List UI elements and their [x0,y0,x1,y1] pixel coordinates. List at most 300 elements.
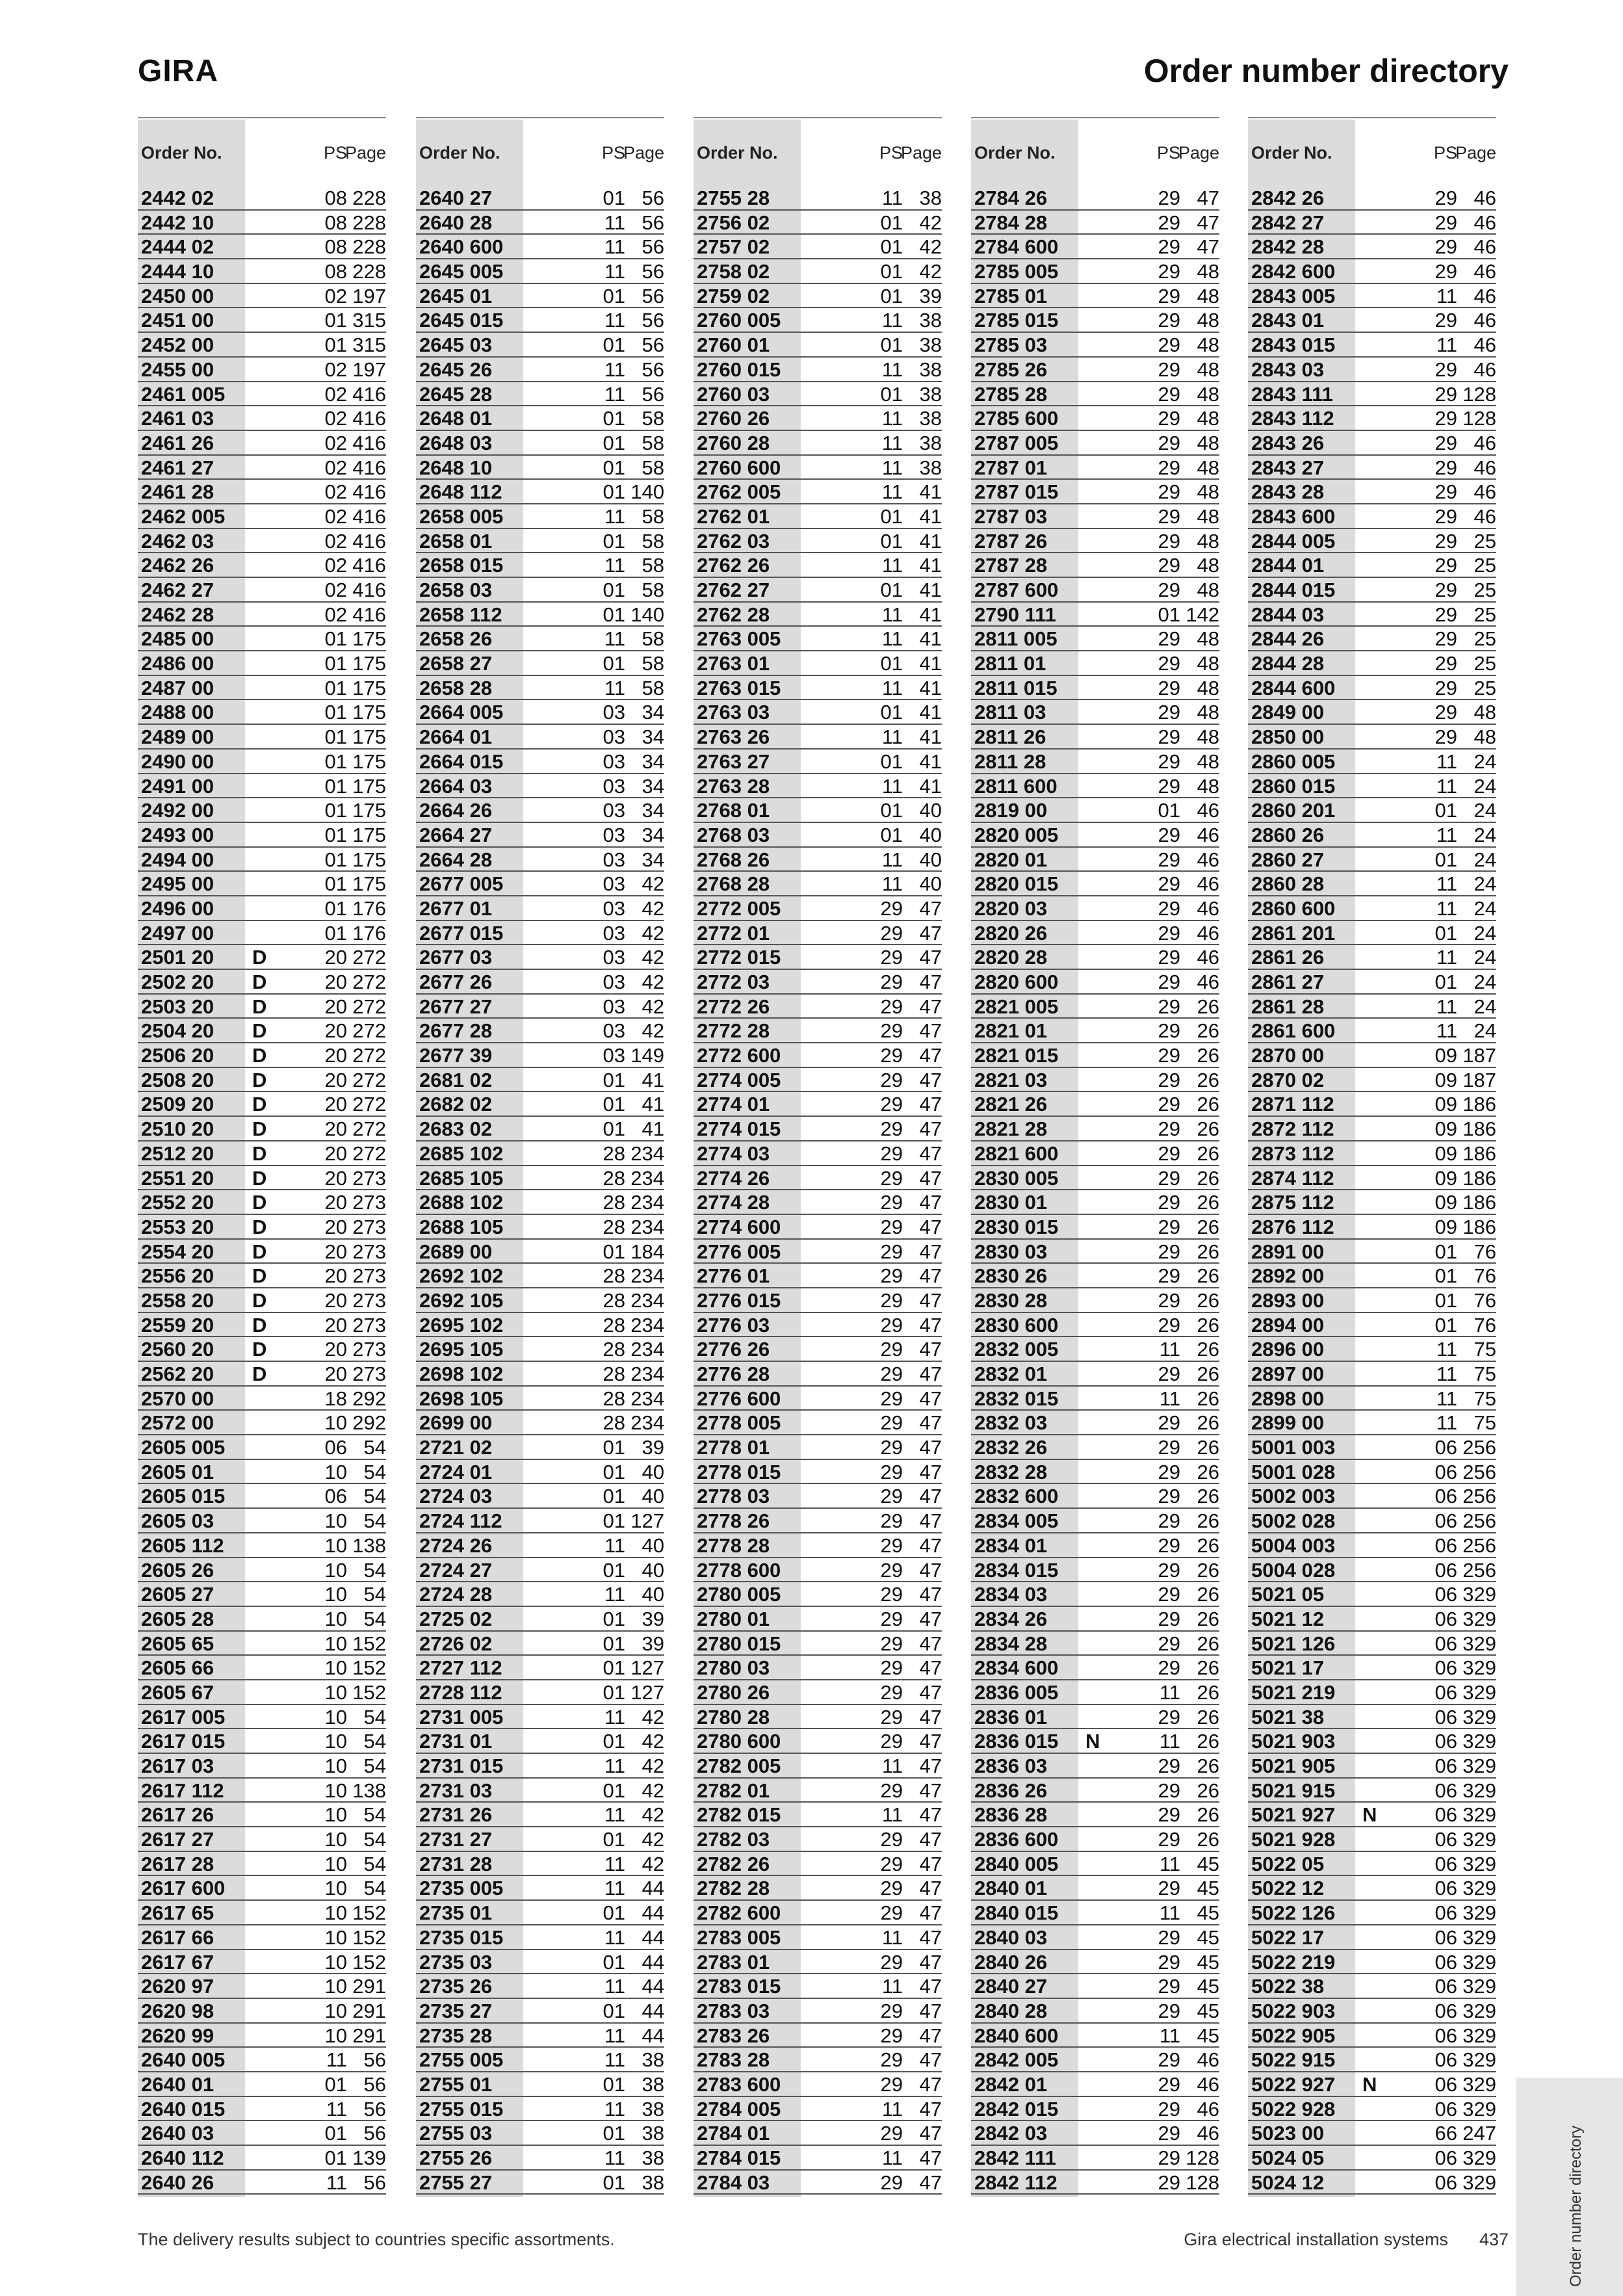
order-number: 2836 28 [974,1803,1048,1827]
table-row [1248,186,1496,211]
page-value: 234 [630,1141,664,1165]
table-row [1248,553,1496,578]
page-value: 25 [1474,652,1496,675]
table-row [138,1092,386,1117]
table-row [1248,1387,1496,1411]
page-value: 58 [642,676,664,699]
page-value: 47 [919,1779,942,1802]
ps-value: 01 [603,1730,625,1753]
ps-value: 01 [1435,921,1457,945]
page-value: 56 [363,2048,386,2072]
page-value: 47 [919,1191,942,1214]
table-row [971,1166,1219,1191]
page-value: 54 [363,1607,386,1630]
page-value: 48 [1197,529,1219,553]
table-row [138,1288,386,1313]
page-value: 42 [642,1755,664,1777]
order-number: 2782 015 [697,1803,781,1827]
order-number: 2832 03 [974,1411,1048,1435]
order-number: 2677 005 [419,872,504,896]
page-value: 24 [1474,848,1496,871]
table-row [971,2121,1219,2146]
page-value: 127 [630,1680,664,1704]
table-row [1248,431,1496,456]
ps-value: 11 [604,2048,625,2072]
order-number: 2772 005 [697,896,781,920]
table-row [1248,1925,1496,1950]
table-row [971,2072,1219,2097]
table-row [1248,2048,1496,2072]
ps-value: 29 [880,995,903,1018]
table-row [1248,676,1496,701]
ps-value: 29 [880,1485,903,1508]
ps-value: 06 [1435,1999,1457,2022]
ps-value: 09 [1435,1141,1457,1165]
order-number: 5024 05 [1251,2146,1325,2169]
table-row [971,2171,1219,2195]
ps-value: 29 [1158,995,1180,1018]
order-number: 2605 65 [141,1632,214,1655]
page-value: 54 [363,1436,386,1459]
table-row [971,1362,1219,1387]
table-row [1248,896,1496,921]
order-number: 2617 66 [141,1925,214,1949]
order-number: 5021 219 [1251,1680,1336,1704]
order-number: 2860 005 [1251,750,1336,773]
ps-value: 29 [1158,1264,1180,1288]
ps-value: 11 [1159,1680,1180,1704]
order-number: 2844 600 [1251,676,1336,699]
page-value: 329 [1462,1925,1496,1949]
ps-value: 29 [880,1680,903,1704]
ps-value: 10 [324,1975,347,1998]
ps-value: 29 [1435,579,1457,601]
table-row [971,1779,1219,1803]
order-number: 2787 600 [974,579,1059,601]
ps-value: 29 [1435,456,1457,479]
table-row [416,1411,664,1435]
ps-value: 29 [1435,504,1457,528]
table-row [416,235,664,259]
order-number: 2820 005 [974,823,1059,846]
ps-value: 11 [604,382,625,406]
ps-value: 11 [604,1852,625,1875]
order-number: 2487 00 [141,676,214,699]
page-value: 26 [1197,1755,1219,1777]
order-number: 2506 20 [141,1044,214,1067]
ps-value: 28 [603,1166,625,1190]
order-number: 2755 005 [419,2048,504,2072]
table-row [971,995,1219,1019]
ps-value: 01 [880,211,903,234]
table-row [971,1729,1219,1754]
page-value: 26 [1197,1485,1219,1508]
page-value: 416 [352,554,386,577]
page-value: 42 [642,1705,664,1729]
page-value: 26 [1197,1680,1219,1704]
order-number: 2840 600 [974,2024,1059,2047]
ps-value: 29 [1158,309,1180,332]
table-row [1248,406,1496,431]
page-value: 128 [1186,2146,1219,2169]
table-row [138,774,386,799]
table-row [138,848,386,872]
order-number: 2640 03 [141,2122,214,2145]
ps-value: 11 [604,1877,625,1900]
ps-value: 06 [1435,1656,1457,1680]
page-value: 56 [642,358,664,381]
order-number: 2640 015 [141,2097,226,2120]
page-value: 45 [1197,1901,1219,1925]
ps-value: 06 [1435,2146,1457,2169]
page-value: 47 [919,1828,942,1851]
order-number: 2892 00 [1251,1264,1325,1288]
ps-value: 29 [880,1436,903,1459]
ps-value: 29 [1158,382,1180,406]
table-row [138,259,386,284]
page-value: 40 [919,823,942,846]
ps-value: 11 [1436,1019,1457,1043]
order-number: 2782 28 [697,1877,770,1900]
table-row [1248,848,1496,872]
page-value: 48 [1197,554,1219,577]
table-row [971,725,1219,750]
table-row [971,308,1219,333]
page-value: 42 [642,1852,664,1875]
ps-value: 03 [603,725,625,749]
ps-value: 29 [880,1019,903,1043]
page-value: 46 [1474,284,1496,307]
ps-value: 29 [1158,456,1180,479]
order-number: 2617 112 [141,1779,224,1802]
page-value: 228 [352,260,386,283]
table-row [694,1876,942,1901]
page-value: 26 [1197,1411,1219,1435]
ps-value: 20 [324,1240,347,1263]
page-value: 48 [1197,701,1219,724]
order-number: 2842 015 [974,2097,1059,2120]
ps-value: 06 [1435,1460,1457,1483]
order-number: 2658 112 [419,603,502,626]
order-number: 2620 97 [141,1975,214,1998]
page-value: 41 [919,529,942,553]
ps-value: 06 [1435,1828,1457,1851]
order-number: 2724 27 [419,1558,493,1582]
ps-value: 10 [324,1656,347,1680]
page-value: 54 [363,1877,386,1900]
order-number: 2819 00 [974,799,1048,822]
order-number: 2768 26 [697,848,770,871]
page-value: 47 [919,1755,942,1777]
order-number: 2698 105 [419,1387,504,1410]
page-value: 34 [642,701,664,724]
ps-value: 20 [324,971,347,993]
table-row [138,1264,386,1288]
page-value: 47 [919,1166,942,1190]
ps-value: 01 [1435,1240,1457,1263]
page-value: 48 [1197,504,1219,528]
page-value: 273 [352,1215,386,1238]
table-row [416,2048,664,2072]
table-row [694,259,942,284]
order-number: 2461 005 [141,382,226,406]
table-row [694,284,942,309]
page-value: 273 [352,1363,386,1385]
table-row [138,1632,386,1656]
ps-value: 29 [880,1901,903,1925]
ps-value: 11 [1159,2024,1180,2047]
ps-value: 28 [603,1191,625,1214]
page-value: 273 [352,1264,386,1288]
order-number: 2617 005 [141,1705,226,1729]
order-number: 2783 26 [697,2024,770,2047]
order-number: 2785 015 [974,309,1059,332]
table-row [1248,456,1496,480]
order-number: 5022 928 [1251,2097,1336,2120]
page-value: 272 [352,1044,386,1067]
table-row [694,872,942,896]
page-value: 46 [1197,848,1219,871]
order-number: 2836 26 [974,1779,1048,1802]
ps-value: 29 [1158,774,1180,798]
table-row [416,284,664,309]
ps-value: 29 [1158,1044,1180,1067]
page-value: 24 [1474,946,1496,969]
ps-value: 29 [1158,872,1180,896]
table-row [138,2097,386,2122]
page-value: 47 [919,946,942,969]
table-row [694,186,942,211]
page-value: 291 [352,1975,386,1998]
order-number: 2774 005 [697,1068,781,1091]
order-number: 2811 01 [974,652,1046,675]
order-number: 2850 00 [1251,725,1325,749]
page-value: 54 [363,1705,386,1729]
page-value: 46 [1197,2097,1219,2120]
order-number: 5021 38 [1251,1705,1325,1729]
table-row [416,995,664,1019]
ps-value: 11 [1159,1387,1180,1410]
page-value: 329 [1462,1705,1496,1729]
order-number: 2896 00 [1251,1338,1325,1361]
order-number: 2558 20 [141,1288,214,1312]
table-row [971,2146,1219,2171]
order-number: 5021 928 [1251,1828,1336,1851]
page-value: 152 [352,1680,386,1704]
ps-value: 29 [1158,1460,1180,1483]
table-row [416,1656,664,1680]
order-number: 2503 20 [141,995,214,1018]
page-value: 46 [1474,480,1496,504]
ps-value: 28 [603,1411,625,1435]
ps-value: 10 [324,1632,347,1655]
table-row [1248,308,1496,333]
order-number: 2645 015 [419,309,504,332]
order-number: 2821 005 [974,995,1059,1018]
table-row [694,382,942,407]
ps-value: 01 [880,382,903,406]
table-row [971,1827,1219,1852]
order-number: 2843 01 [1251,309,1325,332]
page-value: 273 [352,1191,386,1214]
order-number: 2832 28 [974,1460,1048,1483]
ps-value: 20 [324,1363,347,1385]
page-value: 41 [919,579,942,601]
page-value: 26 [1197,1803,1219,1827]
ps-value: 29 [1158,1117,1180,1141]
table-row [416,553,664,578]
table-row [1248,1288,1496,1313]
order-number: 2776 005 [697,1240,781,1263]
ps-value: 10 [324,1803,347,1827]
table-row [694,2072,942,2097]
ps-value: 29 [1158,1632,1180,1655]
ps-value: 01 [603,1093,625,1116]
table-row [971,1632,1219,1656]
ps-value: 28 [603,1288,625,1312]
table-row [1248,603,1496,627]
table-row [694,1999,942,2024]
order-number: 2897 00 [1251,1363,1325,1385]
table-row [971,1215,1219,1240]
order-number: 2658 01 [419,529,493,553]
table-row [138,1607,386,1632]
ps-value: 29 [880,921,903,945]
order-number: 2760 015 [697,358,781,381]
order-number: 2820 600 [974,971,1059,993]
row-underline [416,2193,664,2195]
page-value: 46 [1197,799,1219,822]
page-value: 41 [919,480,942,504]
table-row [694,211,942,235]
page-value: 26 [1197,1044,1219,1067]
ps-value: 01 [603,1950,625,1974]
table-row [138,1509,386,1533]
table-row [971,1288,1219,1313]
ps-value: 29 [1158,1191,1180,1214]
order-number: 2840 01 [974,1877,1048,1900]
ps-value: 11 [881,1925,903,1949]
page-value: 47 [919,971,942,993]
header-page: Page [900,143,942,163]
order-number: 2677 01 [419,896,493,920]
order-number: 2755 03 [419,2122,493,2145]
page-value: 47 [919,1705,942,1729]
ps-value: 29 [880,1387,903,1410]
header-page: Page [344,143,386,163]
table-row [971,2097,1219,2122]
page-value: 47 [919,1117,942,1141]
ps-value: 03 [603,1019,625,1043]
page-value: 329 [1462,2048,1496,2072]
table-row [694,1509,942,1533]
order-number: 2774 600 [697,1215,781,1238]
page-value: 47 [919,1877,942,1900]
page-value: 42 [642,1803,664,1827]
ps-value: 29 [1158,823,1180,846]
order-number: 2755 28 [697,187,770,209]
page-value: 56 [642,235,664,259]
ps-value: 11 [604,235,625,259]
ps-value: 29 [1158,1288,1180,1312]
table-row [138,529,386,554]
order-number: 2834 01 [974,1533,1048,1557]
ps-value: 29 [1435,480,1457,504]
ps-value: 09 [1435,1068,1457,1091]
ps-value: 18 [324,1387,347,1410]
table-row [694,1901,942,1925]
ps-value: 29 [1158,971,1180,993]
page-value: 186 [1462,1166,1496,1190]
table-row [694,945,942,970]
table-row [416,1264,664,1288]
order-number: 2875 112 [1251,1191,1334,1214]
table-row [971,921,1219,946]
table-row [416,750,664,774]
table-row [971,1925,1219,1950]
order-number: 2605 03 [141,1509,214,1533]
table-row [416,1901,664,1925]
side-tab[interactable] [1516,2078,1623,2296]
status-flag: D [252,995,267,1018]
page-value: 42 [919,211,942,234]
order-number: 2834 28 [974,1632,1048,1655]
table-row [1248,970,1496,995]
order-number: 2762 005 [697,480,781,504]
table-row [971,382,1219,407]
table-row [416,431,664,456]
ps-value: 29 [1435,260,1457,283]
ps-value: 29 [880,1313,903,1337]
table-row [694,603,942,627]
order-number: 2645 01 [419,284,493,307]
page-value: 272 [352,1068,386,1091]
footer-note: The delivery results subject to countries specific assortments. [138,2230,615,2249]
table-row [1248,1313,1496,1338]
page-value: 24 [1474,896,1496,920]
order-number: 2762 01 [697,504,770,528]
ps-value: 29 [1158,2072,1180,2096]
table-row [1248,1240,1496,1264]
page-value: 58 [642,504,664,528]
order-number: 2774 26 [697,1166,770,1190]
page-value: 47 [919,1950,942,1974]
page-value: 45 [1197,2024,1219,2047]
table-row [138,1190,386,1215]
order-number: 2774 28 [697,1191,770,1214]
order-number: 2787 03 [974,504,1048,528]
page-value: 58 [642,407,664,430]
ps-value: 11 [1436,946,1457,969]
page-value: 256 [1462,1558,1496,1582]
order-number: 2648 01 [419,407,493,430]
ps-value: 29 [1158,1925,1180,1949]
table-row [971,1092,1219,1117]
order-number: 2844 03 [1251,603,1325,626]
order-number: 2570 00 [141,1387,214,1410]
ps-value: 29 [1158,358,1180,381]
order-number: 2735 01 [419,1901,493,1925]
table-row [694,1337,942,1362]
order-number: 2844 26 [1251,627,1325,651]
ps-value: 29 [880,1288,903,1312]
order-number: 5004 028 [1251,1558,1336,1582]
ps-value: 01 [324,774,347,798]
page-value: 42 [642,1019,664,1043]
page-value: 42 [642,1779,664,1802]
page-value: 58 [642,627,664,651]
ps-value: 03 [603,701,625,724]
